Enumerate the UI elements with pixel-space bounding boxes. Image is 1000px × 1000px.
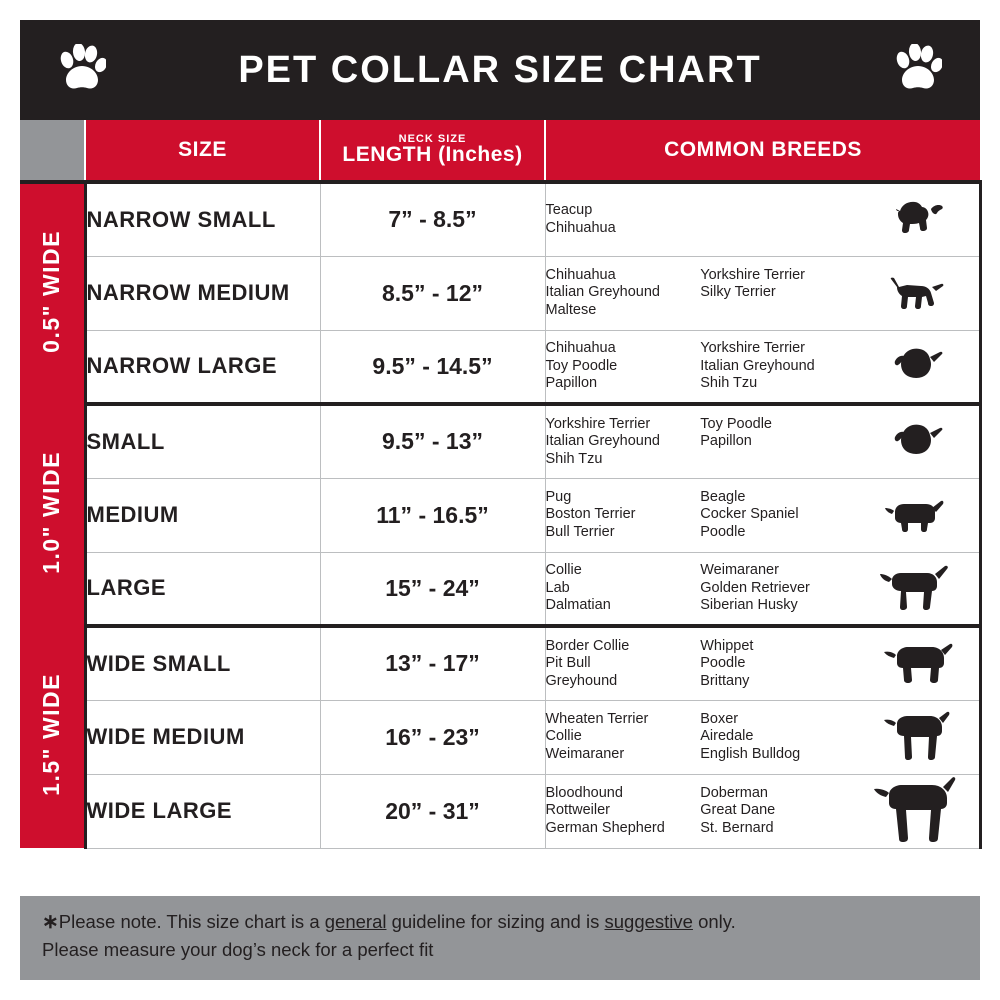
breed-item: Pit Bull — [545, 655, 591, 671]
breed-item: Shih Tzu — [545, 450, 603, 467]
cell-breeds — [545, 552, 855, 626]
dog-silhouette-boxer-icon — [855, 708, 979, 766]
cell-breeds — [545, 478, 855, 552]
breed-item: Wheaten Terrier — [545, 710, 649, 727]
cell-size: MEDIUM — [85, 478, 320, 552]
cell-length: 11” - 16.5” — [320, 478, 545, 552]
dog-silhouette-chihuahua-icon — [855, 268, 979, 318]
breeds-column-2 — [700, 638, 855, 691]
cell-size: NARROW LARGE — [85, 330, 320, 404]
paw-print-icon — [894, 44, 942, 96]
table-row — [20, 256, 980, 330]
breed-item: Toy Poodle — [545, 357, 618, 374]
cell-size: SMALL — [85, 404, 320, 478]
breeds-column-2 — [700, 202, 855, 237]
breed-item: Airedale — [700, 728, 754, 745]
breed-item: Pug — [545, 488, 572, 505]
breed-item: Papillon — [700, 433, 752, 449]
group-label-narrow: 0.5" WIDE — [20, 182, 85, 404]
breed-item: Siberian Husky — [700, 597, 798, 613]
asterisk-icon: ∗ — [42, 911, 59, 933]
breeds-column-1 — [546, 711, 701, 764]
breed-item: Beagle — [700, 488, 746, 505]
breeds-column-2 — [700, 562, 855, 615]
breeds-column-1 — [546, 785, 701, 838]
cell-breeds — [545, 404, 855, 478]
group-label-wide: 1.5" WIDE — [20, 626, 85, 848]
breed-item: Yorkshire Terrier — [700, 340, 806, 356]
breed-item: German Shepherd — [545, 819, 665, 836]
breeds-column-2 — [700, 785, 855, 838]
breed-item: Chihuahua — [545, 266, 616, 283]
cell-size: WIDE MEDIUM — [85, 700, 320, 774]
cell-dog-icon — [855, 552, 980, 626]
breed-item: Brittany — [700, 672, 750, 689]
breed-item: Lab — [545, 579, 570, 596]
breed-item: Rottweiler — [545, 802, 610, 819]
breed-item: Yorkshire Terrier — [700, 266, 806, 283]
cell-dog-icon — [855, 478, 980, 552]
breed-item: Boston Terrier — [545, 506, 636, 523]
cell-dog-icon — [855, 256, 980, 330]
breed-item: Shih Tzu — [700, 375, 758, 391]
cell-dog-icon — [855, 700, 980, 774]
table-row — [20, 700, 980, 774]
breed-item: Weimaraner — [545, 745, 625, 762]
cell-length: 9.5” - 13” — [320, 404, 545, 478]
size-chart-table — [20, 120, 982, 849]
cell-length: 8.5” - 12” — [320, 256, 545, 330]
footer-line-2: Please measure your dog’s neck for a perfect fit — [42, 939, 434, 960]
breed-item: Collie — [545, 728, 582, 745]
cell-dog-icon — [855, 626, 980, 700]
breed-item: Silky Terrier — [700, 284, 776, 301]
breeds-column-2 — [700, 416, 855, 469]
footer-text-a: Please note. This size chart is a — [58, 911, 325, 932]
breeds-column-1 — [546, 562, 701, 615]
footer-line-1 — [42, 908, 958, 936]
breed-item: Yorkshire Terrier — [545, 415, 651, 432]
breed-item: Toy Poodle — [700, 415, 772, 432]
breeds-column-1 — [546, 340, 701, 393]
table-row — [20, 626, 980, 700]
breeds-column-2 — [700, 340, 855, 393]
footer-underline-suggestive: suggestive — [604, 911, 693, 932]
breed-item: Greyhound — [545, 672, 618, 689]
table-row — [20, 330, 980, 404]
paw-print-icon — [58, 44, 106, 96]
table-row — [20, 404, 980, 478]
breed-item: Great Dane — [700, 802, 776, 819]
table-row — [20, 182, 980, 256]
breed-item: Chihuahua — [545, 340, 616, 356]
cell-dog-icon — [855, 182, 980, 256]
breed-item: Whippet — [700, 637, 754, 654]
breed-item: Poodle — [700, 655, 746, 671]
breed-item: Italian Greyhound — [545, 433, 660, 449]
breeds-column-1 — [546, 202, 701, 237]
table-row — [20, 552, 980, 626]
table-row — [20, 478, 980, 552]
cell-dog-icon — [855, 404, 980, 478]
column-header-length — [320, 120, 545, 182]
cell-breeds — [545, 700, 855, 774]
cell-length: 20” - 31” — [320, 774, 545, 848]
breeds-column-2 — [700, 489, 855, 542]
breeds-column-2 — [700, 267, 855, 320]
column-header-length-main: LENGTH (Inches) — [342, 143, 523, 166]
cell-length: 15” - 24” — [320, 552, 545, 626]
breed-item: Collie — [545, 562, 582, 578]
breed-item: Bloodhound — [545, 784, 623, 801]
breeds-column-1 — [546, 267, 701, 320]
cell-length: 13” - 17” — [320, 626, 545, 700]
breed-item: Poodle — [700, 523, 746, 540]
dog-silhouette-beagle-icon — [855, 490, 979, 540]
cell-breeds — [545, 774, 855, 848]
breeds-column-1 — [546, 416, 701, 469]
cell-length: 16” - 23” — [320, 700, 545, 774]
cell-dog-icon — [855, 774, 980, 848]
breed-item: Maltese — [545, 301, 597, 318]
group-label-standard: 1.0" WIDE — [20, 404, 85, 626]
column-header-breeds: COMMON BREEDS — [545, 120, 980, 182]
column-header-length-sub: NECK SIZE — [398, 133, 467, 145]
breeds-column-1 — [546, 638, 701, 691]
breed-item: St. Bernard — [700, 819, 774, 836]
dog-silhouette-doberman-icon — [855, 775, 979, 847]
chart-header — [20, 20, 980, 120]
cell-size: NARROW SMALL — [85, 182, 320, 256]
footer-underline-general: general — [324, 911, 387, 932]
footer-text-b: guideline for sizing and is — [386, 911, 605, 932]
page-title: PET COLLAR SIZE CHART — [238, 48, 762, 91]
breed-item: Golden Retriever — [700, 579, 810, 596]
breed-item: Cocker Spaniel — [700, 506, 799, 523]
cell-breeds — [545, 330, 855, 404]
breed-item: Papillon — [545, 375, 598, 391]
dog-silhouette-retriever-icon — [855, 560, 979, 616]
cell-breeds — [545, 182, 855, 256]
cell-length: 9.5” - 14.5” — [320, 330, 545, 404]
table-header-row — [20, 120, 980, 182]
dog-silhouette-pitbull-icon — [855, 638, 979, 690]
breed-item: Doberman — [700, 784, 768, 801]
cell-length: 7” - 8.5” — [320, 182, 545, 256]
cell-size: WIDE LARGE — [85, 774, 320, 848]
cell-breeds — [545, 626, 855, 700]
dog-silhouette-shihtzu-icon — [855, 417, 979, 467]
breed-item: Weimaraner — [700, 562, 779, 578]
breed-item: Boxer — [700, 710, 739, 727]
breed-item: Bull Terrier — [545, 523, 615, 540]
footer-note — [20, 896, 980, 980]
dog-silhouette-terrier-icon — [855, 195, 979, 245]
breed-item: Border Collie — [545, 637, 630, 654]
column-header-size: SIZE — [85, 120, 320, 182]
table-row — [20, 774, 980, 848]
dog-silhouette-papillon-icon — [855, 341, 979, 391]
footer-text-c: only. — [692, 911, 736, 932]
header-blank-cell — [20, 120, 85, 182]
breed-item: Italian Greyhound — [545, 284, 660, 301]
breed-item: Chihuahua — [545, 219, 616, 236]
breed-item: English Bulldog — [700, 745, 801, 762]
breeds-column-1 — [546, 489, 701, 542]
cell-size: WIDE SMALL — [85, 626, 320, 700]
breeds-column-2 — [700, 711, 855, 764]
breed-item: Italian Greyhound — [700, 357, 815, 374]
cell-size: LARGE — [85, 552, 320, 626]
cell-dog-icon — [855, 330, 980, 404]
breed-item: Dalmatian — [545, 597, 611, 613]
cell-breeds — [545, 256, 855, 330]
breed-item: Teacup — [545, 202, 593, 219]
cell-size: NARROW MEDIUM — [85, 256, 320, 330]
